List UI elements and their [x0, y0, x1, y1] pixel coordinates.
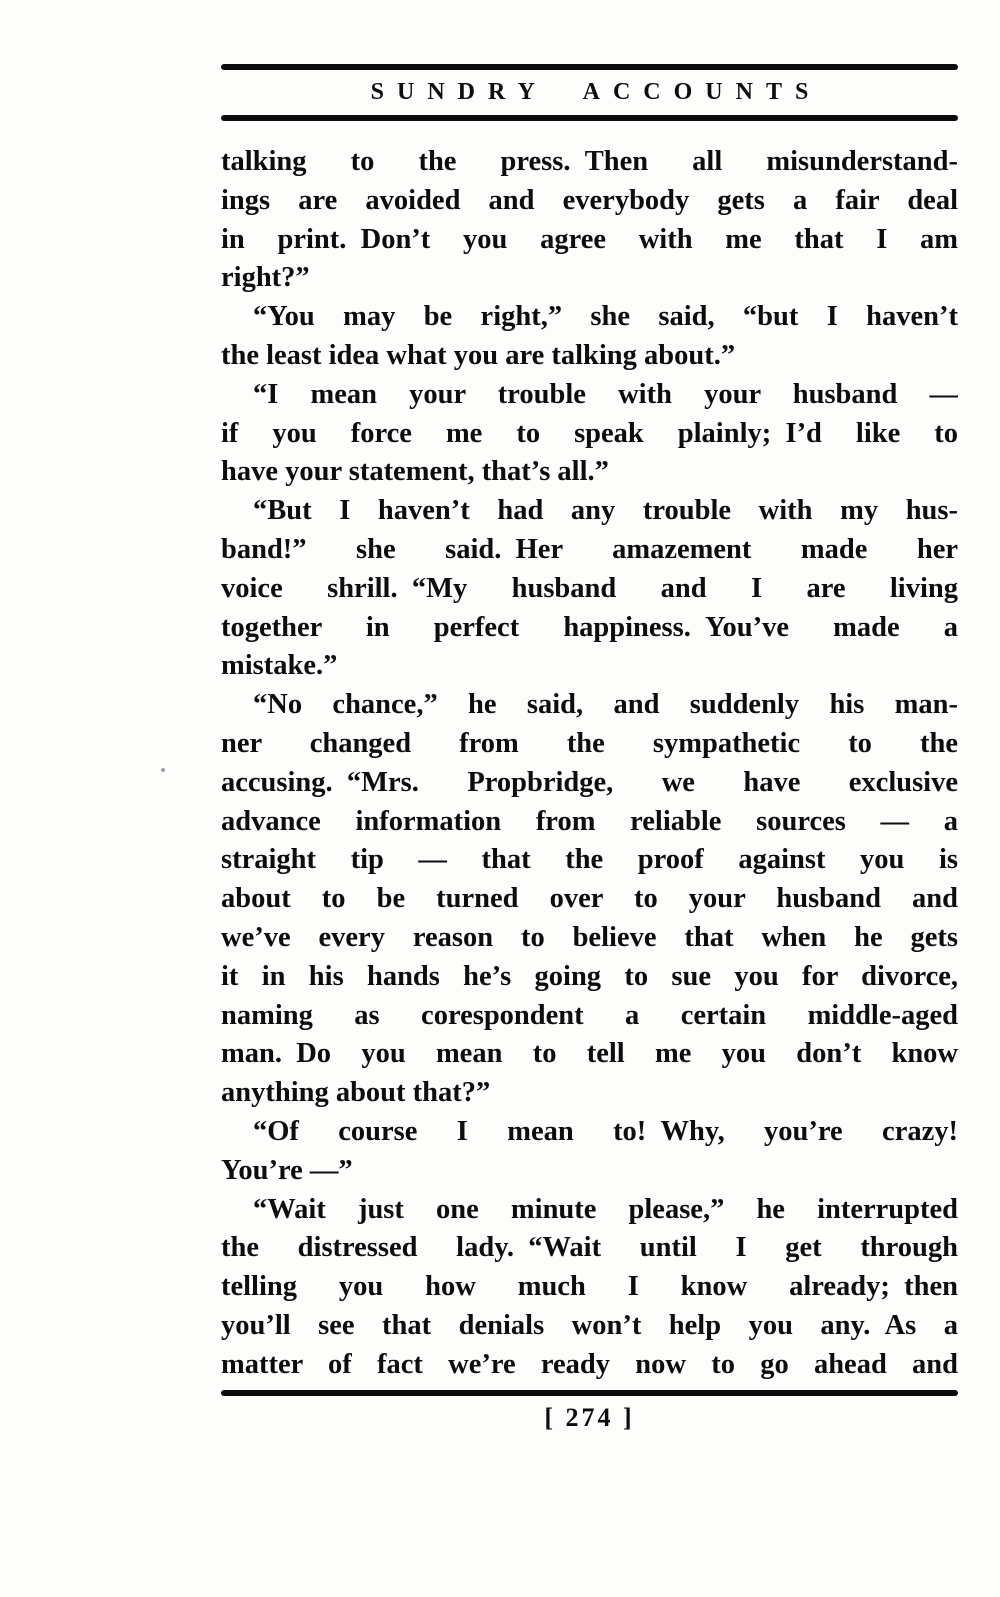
header-rule-top — [221, 64, 958, 70]
text-line: “But I haven’t had any trouble with my hus- — [253, 495, 958, 527]
header-rule-bottom — [221, 115, 958, 121]
text-line: the least idea what you are talking about.” — [221, 339, 736, 371]
text-line: band!” she said. Her amazement made her — [221, 533, 958, 565]
text-line: ner changed from the sympathetic to the — [221, 727, 958, 759]
text-line: ings are avoided and everybody gets a fair deal — [221, 184, 958, 216]
text-line: “You may be right,” she said, “but I haven’t — [253, 301, 958, 333]
text-line: You’re —” — [221, 1154, 353, 1186]
text-line: straight tip — that the proof against you is — [221, 844, 958, 876]
text-line: advance information from reliable sources — a — [221, 805, 958, 837]
text-line: naming as corespondent a certain middle-aged — [221, 999, 958, 1031]
text-line: “Wait just one minute please,” he interrupted — [253, 1193, 958, 1225]
text-line: mistake.” — [221, 650, 338, 682]
footer-rule — [221, 1390, 958, 1396]
page-number: [ 274 ] — [544, 1402, 635, 1432]
text-line: if you force me to speak plainly; I’d like to — [221, 417, 958, 449]
text-line: it in his hands he’s going to sue you for divorce, — [221, 960, 958, 992]
text-line: you’ll see that denials won’t help you any. As a — [221, 1309, 958, 1341]
scan-artifact — [161, 768, 165, 772]
text-line: in print. Don’t you agree with me that I am — [221, 223, 958, 255]
text-line: the distressed lady. “Wait until I get through — [221, 1232, 958, 1264]
text-line: talking to the press. Then all misunderstand- — [221, 146, 958, 177]
text-line: voice shrill. “My husband and I are living — [221, 572, 958, 604]
text-line: “Of course I mean to! Why, you’re crazy! — [253, 1115, 958, 1147]
text-line: matter of fact we’re ready now to go ahead and — [221, 1348, 958, 1380]
running-head-title: SUNDRY ACCOUNTS — [370, 79, 822, 105]
text-line: together in perfect happiness. You’ve made a — [221, 611, 958, 643]
text-line: man. Do you mean to tell me you don’t know — [221, 1038, 958, 1070]
text-line: right?” — [221, 262, 310, 294]
body-text — [221, 143, 958, 1385]
text-line: “No chance,” he said, and suddenly his man- — [253, 689, 958, 721]
text-line: accusing. “Mrs. Propbridge, we have exclusive — [221, 766, 958, 798]
text-line: we’ve every reason to believe that when he gets — [221, 921, 958, 953]
text-line: anything about that?” — [221, 1077, 491, 1109]
text-line: have your statement, that’s all.” — [221, 456, 609, 488]
page-content — [221, 0, 958, 1433]
text-line: about to be turned over to your husband and — [221, 883, 958, 915]
text-line: “I mean your trouble with your husband — — [253, 378, 958, 410]
text-line: telling you how much I know already; then — [221, 1271, 958, 1303]
